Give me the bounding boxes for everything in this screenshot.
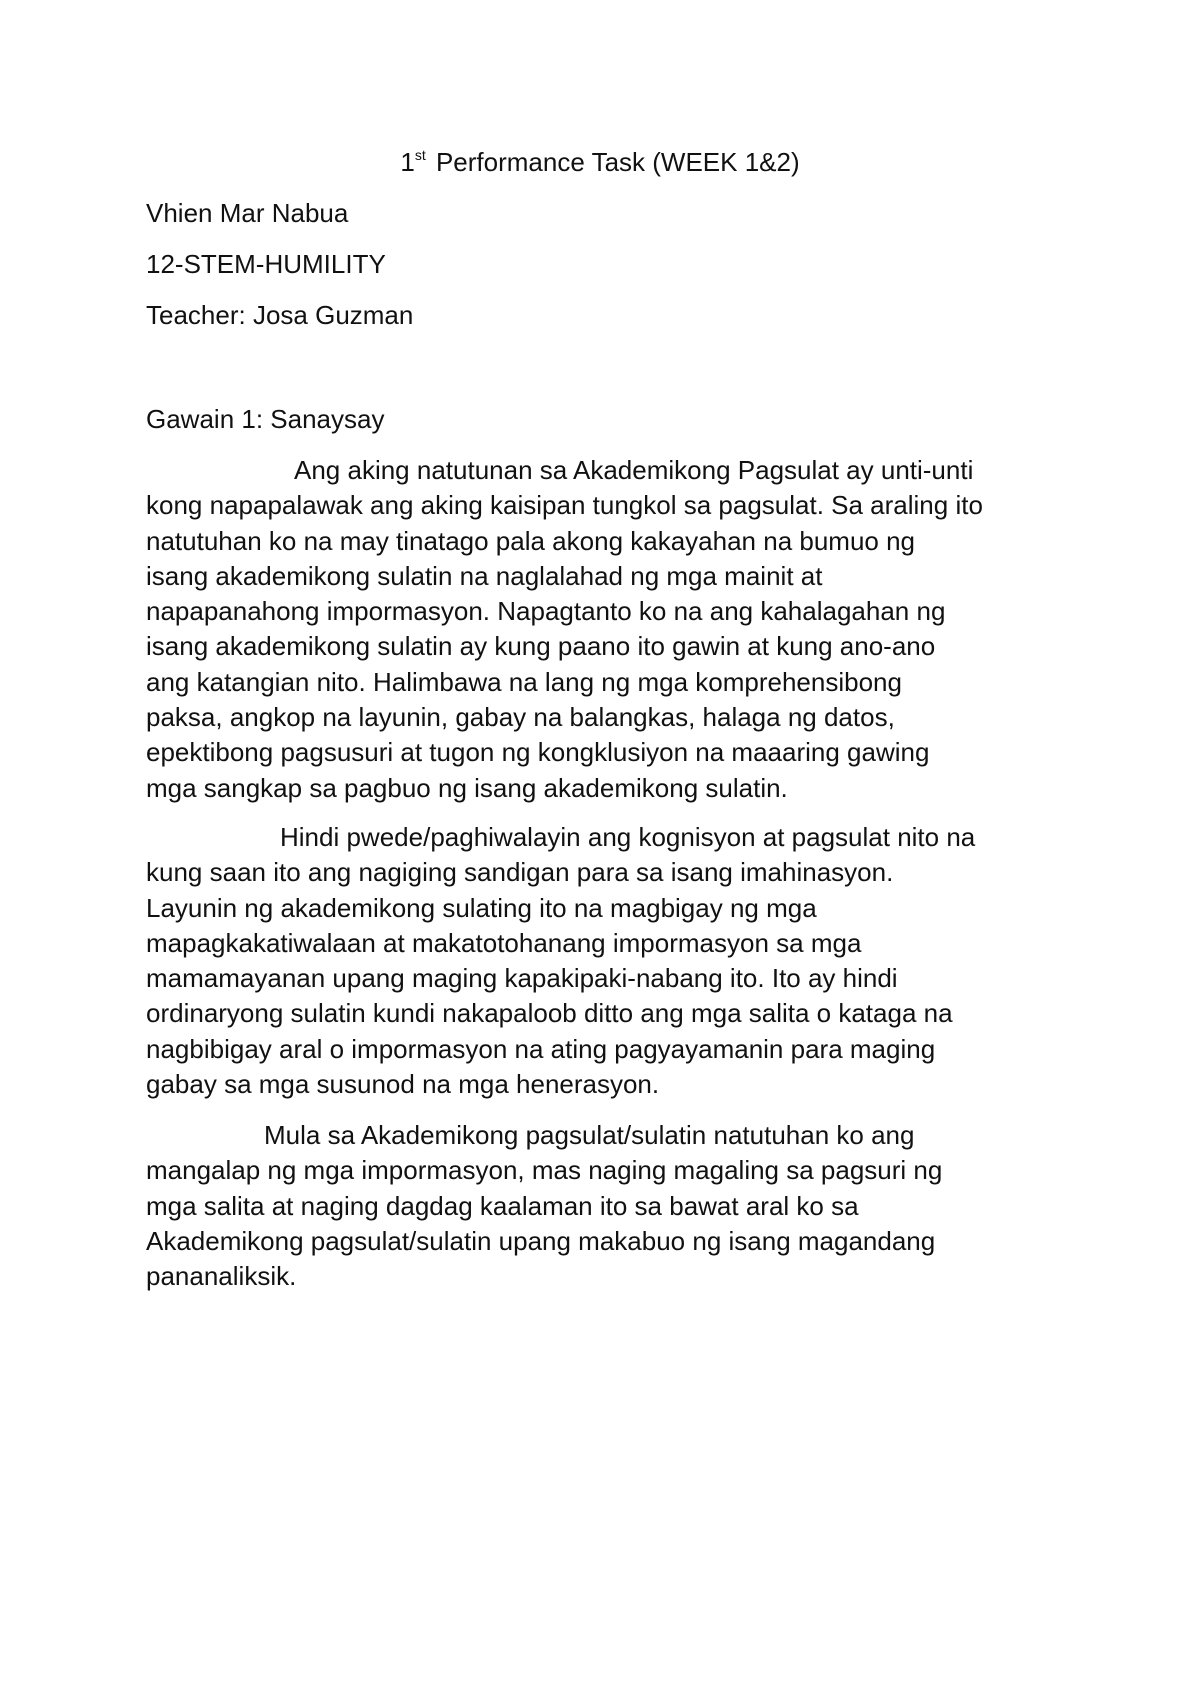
paragraph-line: epektibong pagsusuri at tugon ng kongklusiyon na maaaring gawing — [146, 737, 930, 768]
paragraph-line: Hindi pwede/paghiwalayin ang kognisyon at pagsulat nito na — [280, 822, 976, 852]
paragraph-line: ang katangian nito. Halimbawa na lang ng mga komprehensibong — [146, 666, 902, 697]
paragraph-line: natutuhan ko na may tinatago pala akong kakayahan na bumuo ng — [146, 525, 916, 556]
paragraph-line: Ang aking natutunan sa Akademikong Pagsulat ay unti-unti — [294, 455, 974, 485]
title-number: 1 — [400, 147, 415, 177]
activity-heading: Gawain 1: Sanaysay — [146, 404, 385, 434]
paragraph-line: kung saan ito ang nagiging sandigan para sa isang imahinasyon. — [146, 857, 894, 888]
paragraph-line: mangalap ng mga impormasyon, mas naging magaling sa pagsuri ng — [146, 1155, 943, 1186]
title-ordinal-suffix: st — [414, 147, 426, 163]
essay-paragraph-2 — [146, 820, 1086, 1102]
teacher-name: Teacher: Josa Guzman — [146, 300, 414, 330]
essay-paragraph-3 — [146, 1118, 1086, 1294]
paragraph-line: kong napapalawak ang aking kaisipan tungkol sa pagsulat. Sa araling ito — [146, 490, 983, 521]
student-name: Vhien Mar Nabua — [146, 198, 349, 228]
paragraph-line: mga salita at naging dagdag kaalaman ito sa bawat aral ko sa — [146, 1190, 859, 1221]
paragraph-line: Akademikong pagsulat/sulatin upang makabuo ng isang magandang — [146, 1225, 936, 1256]
student-section: 12-STEM-HUMILITY — [146, 249, 386, 279]
paragraph-line: ordinaryong sulatin kundi nakapaloob ditto ang mga salita o kataga na — [146, 998, 953, 1029]
paragraph-line: mapagkakatiwalaan at makatotohanang impormasyon sa mga — [146, 927, 862, 958]
essay-paragraph-1 — [146, 453, 1086, 806]
paragraph-line: mga sangkap sa pagbuo ng isang akademikong sulatin. — [146, 772, 788, 803]
paragraph-line: isang akademikong sulatin ay kung paano ito gawin at kung ano-ano — [146, 631, 936, 662]
paragraph-line: mamamayanan upang maging kapakipaki-nabang ito. Ito ay hindi — [146, 963, 898, 994]
title-text: Performance Task (WEEK 1&2) — [435, 147, 800, 177]
paragraph-line: Layunin ng akademikong sulating ito na magbigay ng mga — [146, 892, 817, 923]
paragraph-line: isang akademikong sulatin na naglalahad ng mga mainit at — [146, 560, 823, 591]
paragraph-line: napapanahong impormasyon. Napagtanto ko na ang kahalagahan ng — [146, 596, 946, 627]
document-title — [0, 145, 1200, 179]
paragraph-line: pananaliksik. — [146, 1261, 297, 1292]
paragraph-line: nagbibigay aral o impormasyon na ating pagyayamanin para maging — [146, 1033, 936, 1064]
paragraph-line: gabay sa mga susunod na mga henerasyon. — [146, 1069, 660, 1100]
paragraph-line: Mula sa Akademikong pagsulat/sulatin natutuhan ko ang — [264, 1120, 915, 1150]
paragraph-line: paksa, angkop na layunin, gabay na balangkas, halaga ng datos, — [146, 702, 895, 733]
